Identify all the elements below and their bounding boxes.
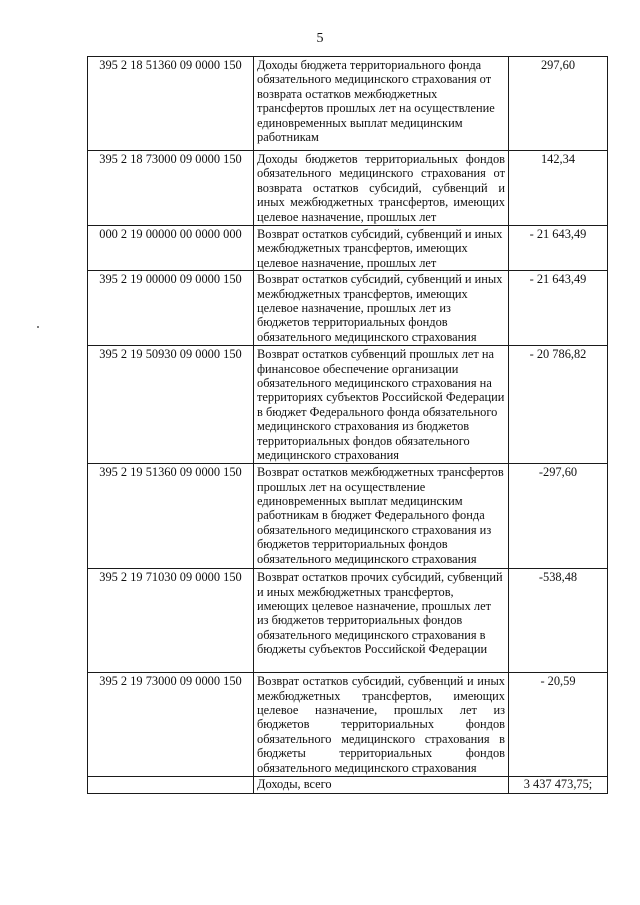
- revenue-name-cell: Возврат остатков субсидий, субвенций и иных межбюджетных трансфертов, имеющих целевое назначение, прошлых лет из бюджетов территориальных фондов обязательного медицинского страхования в бюджеты территориальных фондов обязательного медицинского страхования: [254, 673, 509, 777]
- total-row: [88, 777, 608, 794]
- page-number: 5: [316, 31, 324, 46]
- budget-code-cell: 395 2 18 51360 09 0000 150: [88, 57, 254, 151]
- total-label-cell: Доходы, всего: [254, 777, 509, 794]
- revenue-name-cell: Возврат остатков субсидий, субвенций и иных межбюджетных трансфертов, имеющих целевое назначение, прошлых лет: [254, 226, 509, 271]
- table-row: [88, 673, 608, 777]
- budget-code-cell: 395 2 19 73000 09 0000 150: [88, 673, 254, 777]
- budget-code-cell: 000 2 19 00000 00 0000 000: [88, 226, 254, 271]
- amount-cell: - 20 786,82: [509, 346, 608, 464]
- total-code-cell: [88, 777, 254, 794]
- scan-speck: [37, 326, 39, 328]
- table-row: [88, 569, 608, 673]
- amount-cell: -297,60: [509, 464, 608, 569]
- revenue-name-cell: Возврат остатков межбюджетных трансфертов прошлых лет на осуществление единовременных выплат медицинским работникам в бюджет Федерального фонда обязательного медицинского страхования из бюджетов территориальных фондов обязательного медицинского страхования: [254, 464, 509, 569]
- budget-code-cell: 395 2 19 50930 09 0000 150: [88, 346, 254, 464]
- budget-revenue-table: [87, 56, 608, 794]
- amount-cell: - 20,59: [509, 673, 608, 777]
- revenue-name-cell: Возврат остатков субсидий, субвенций и иных межбюджетных трансфертов, имеющих целевое назначение, прошлых лет из бюджетов территориальных фондов обязательного медицинского страхования: [254, 271, 509, 346]
- table-row: [88, 346, 608, 464]
- revenue-name-cell: Возврат остатков прочих субсидий, субвенций и иных межбюджетных трансфертов, имеющих целевое назначение, прошлых лет из бюджетов территориальных фондов обязательного медицинского страхования в бюджеты субъектов Российской Федерации: [254, 569, 509, 673]
- budget-code-cell: 395 2 19 71030 09 0000 150: [88, 569, 254, 673]
- budget-code-cell: 395 2 18 73000 09 0000 150: [88, 151, 254, 226]
- table-row: [88, 226, 608, 271]
- amount-cell: - 21 643,49: [509, 226, 608, 271]
- table-row: [88, 271, 608, 346]
- table-row: [88, 57, 608, 151]
- amount-cell: - 21 643,49: [509, 271, 608, 346]
- amount-cell: -538,48: [509, 569, 608, 673]
- revenue-name-cell: Доходы бюджета территориального фонда обязательного медицинского страхования от возврата остатков межбюджетных трансфертов прошлых лет на осуществление единовременных выплат медицинским работникам: [254, 57, 509, 151]
- revenue-name-cell: Доходы бюджетов территориальных фондов обязательного медицинского страхования от возврата остатков субсидий, субвенций и иных межбюджетных трансфертов, имеющих целевое назначение, прошлых лет: [254, 151, 509, 226]
- budget-code-cell: 395 2 19 00000 09 0000 150: [88, 271, 254, 346]
- table-row: [88, 151, 608, 226]
- revenue-name-cell: Возврат остатков субвенций прошлых лет на финансовое обеспечение организации обязательного медицинского страхования на территориях субъектов Российской Федерации в бюджет Федерального фонда обязательного медицинского страхования из бюджетов территориальных фондов обязательного медицинского страхования: [254, 346, 509, 464]
- amount-cell: 297,60: [509, 57, 608, 151]
- amount-cell: 142,34: [509, 151, 608, 226]
- total-amount-cell: 3 437 473,75;: [509, 777, 608, 794]
- table-row: [88, 464, 608, 569]
- budget-code-cell: 395 2 19 51360 09 0000 150: [88, 464, 254, 569]
